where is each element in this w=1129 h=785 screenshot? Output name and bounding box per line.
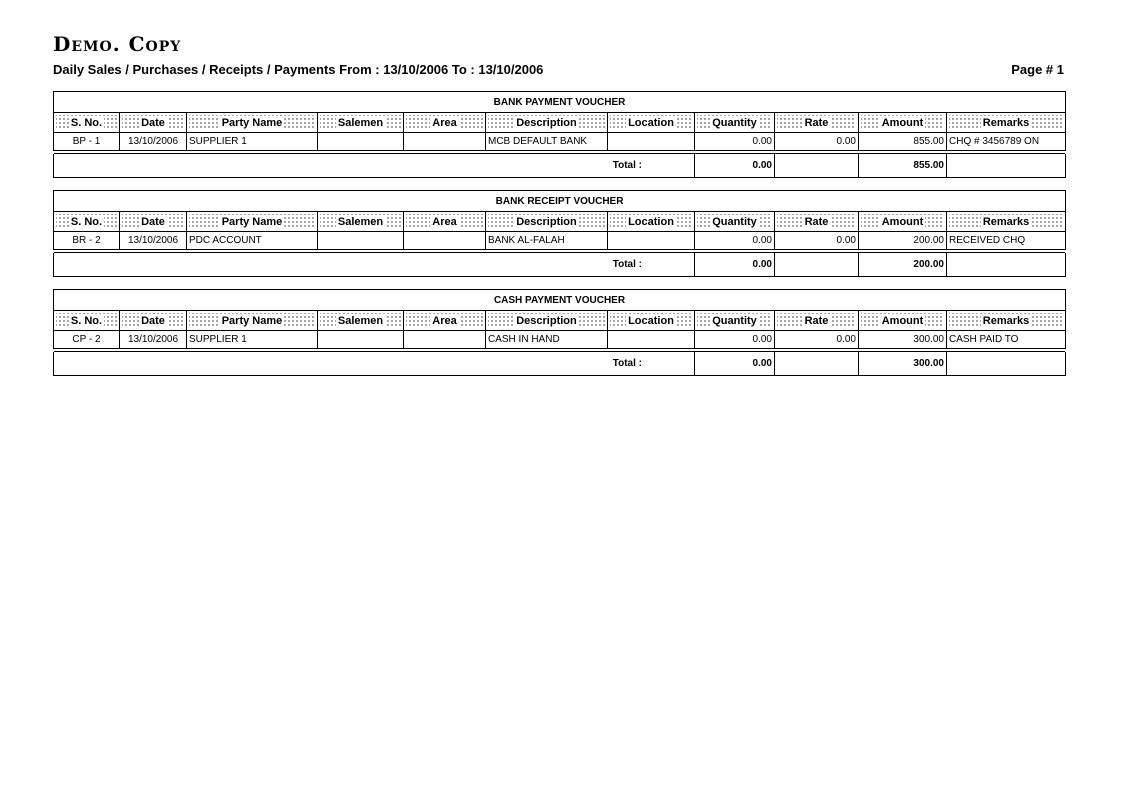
page-number: Page # 1	[1011, 62, 1064, 77]
column-header-label: Date	[141, 314, 165, 327]
column-header-label: Amount	[881, 215, 924, 228]
column-header	[120, 311, 187, 331]
col-description-cell: CASH IN HAND	[486, 331, 608, 349]
column-header-label: Amount	[881, 314, 924, 327]
total-label: Total :	[54, 253, 695, 277]
column-header	[775, 113, 859, 133]
column-header-label: Description	[516, 314, 577, 327]
column-header	[54, 212, 120, 232]
column-header	[120, 113, 187, 133]
col-rate-cell: 0.00	[775, 331, 859, 349]
column-header-label: Area	[432, 314, 457, 327]
voucher-table	[53, 289, 1066, 376]
column-header-label: Area	[432, 116, 457, 129]
col-area-cell	[404, 133, 486, 151]
col-party-name-cell: SUPPLIER 1	[187, 133, 318, 151]
column-header	[608, 113, 695, 133]
total-quantity: 0.00	[695, 154, 775, 178]
column-header-label: Location	[628, 314, 674, 327]
col-salemen-cell	[318, 232, 404, 250]
col-date-cell: 13/10/2006	[120, 133, 187, 151]
col-description-cell: MCB DEFAULT BANK	[486, 133, 608, 151]
total-label: Total :	[54, 154, 695, 178]
column-header-label: Quantity	[712, 116, 757, 129]
column-header-label: Salemen	[337, 116, 384, 129]
voucher-section	[53, 289, 1065, 376]
col-rate-cell: 0.00	[775, 133, 859, 151]
voucher-table	[53, 190, 1066, 277]
total-rate	[775, 253, 859, 277]
column-header-label: Quantity	[712, 215, 757, 228]
total-amount: 855.00	[859, 154, 947, 178]
col-location-cell	[608, 133, 695, 151]
column-header	[404, 311, 486, 331]
column-header	[486, 113, 608, 133]
col-sno-cell: BP - 1	[54, 133, 120, 151]
column-header	[54, 311, 120, 331]
total-remarks	[947, 352, 1066, 376]
voucher-title: CASH PAYMENT VOUCHER	[54, 290, 1066, 311]
voucher-section	[53, 190, 1065, 277]
column-header	[859, 311, 947, 331]
column-header	[695, 113, 775, 133]
voucher-title: BANK RECEIPT VOUCHER	[54, 191, 1066, 212]
col-sno-cell: CP - 2	[54, 331, 120, 349]
column-header	[947, 212, 1066, 232]
column-header-label: Salemen	[337, 215, 384, 228]
total-quantity: 0.00	[695, 352, 775, 376]
column-header	[404, 113, 486, 133]
total-label: Total :	[54, 352, 695, 376]
column-header-label: Location	[628, 116, 674, 129]
column-header-label: Quantity	[712, 314, 757, 327]
column-header-label: Salemen	[337, 314, 384, 327]
col-remarks-cell: RECEIVED CHQ	[947, 232, 1066, 250]
column-header-label: Description	[516, 215, 577, 228]
column-header	[695, 212, 775, 232]
column-header-label: Party Name	[221, 116, 283, 129]
column-header-label: Area	[432, 215, 457, 228]
report-title: Demo. Copy	[53, 32, 182, 56]
column-header-label: Remarks	[982, 116, 1030, 129]
col-salemen-cell	[318, 133, 404, 151]
column-header-row	[54, 212, 1066, 232]
column-header	[859, 113, 947, 133]
column-header-label: S. No.	[70, 215, 103, 228]
column-header-label: S. No.	[70, 314, 103, 327]
total-quantity: 0.00	[695, 253, 775, 277]
col-quantity-cell: 0.00	[695, 133, 775, 151]
total-amount: 300.00	[859, 352, 947, 376]
column-header-label: S. No.	[70, 116, 103, 129]
column-header	[318, 311, 404, 331]
column-header-label: Date	[141, 116, 165, 129]
total-remarks	[947, 253, 1066, 277]
col-remarks-cell: CHQ # 3456789 ON	[947, 133, 1066, 151]
col-party-name-cell: SUPPLIER 1	[187, 331, 318, 349]
col-salemen-cell	[318, 331, 404, 349]
column-header-row	[54, 113, 1066, 133]
column-header-label: Party Name	[221, 314, 283, 327]
column-header	[187, 212, 318, 232]
col-date-cell: 13/10/2006	[120, 331, 187, 349]
table-row	[54, 133, 1066, 151]
column-header-label: Date	[141, 215, 165, 228]
total-row	[54, 253, 1066, 277]
column-header-label: Rate	[804, 215, 829, 228]
col-amount-cell: 200.00	[859, 232, 947, 250]
column-header	[120, 212, 187, 232]
col-rate-cell: 0.00	[775, 232, 859, 250]
column-header	[486, 311, 608, 331]
col-party-name-cell: PDC ACCOUNT	[187, 232, 318, 250]
total-row	[54, 352, 1066, 376]
total-remarks	[947, 154, 1066, 178]
column-header-label: Rate	[804, 314, 829, 327]
voucher-table	[53, 91, 1066, 178]
col-remarks-cell: CASH PAID TO	[947, 331, 1066, 349]
column-header	[318, 113, 404, 133]
table-row	[54, 232, 1066, 250]
col-location-cell	[608, 232, 695, 250]
col-sno-cell: BR - 2	[54, 232, 120, 250]
column-header	[486, 212, 608, 232]
column-header-label: Remarks	[982, 314, 1030, 327]
total-rate	[775, 154, 859, 178]
column-header	[187, 113, 318, 133]
col-quantity-cell: 0.00	[695, 232, 775, 250]
column-header	[947, 311, 1066, 331]
total-row	[54, 154, 1066, 178]
column-header	[608, 311, 695, 331]
column-header	[775, 212, 859, 232]
voucher-section	[53, 91, 1065, 178]
column-header-label: Remarks	[982, 215, 1030, 228]
col-description-cell: BANK AL-FALAH	[486, 232, 608, 250]
table-row	[54, 331, 1066, 349]
column-header	[318, 212, 404, 232]
column-header	[859, 212, 947, 232]
column-header	[187, 311, 318, 331]
total-amount: 200.00	[859, 253, 947, 277]
voucher-title: BANK PAYMENT VOUCHER	[54, 92, 1066, 113]
col-amount-cell: 300.00	[859, 331, 947, 349]
col-date-cell: 13/10/2006	[120, 232, 187, 250]
column-header	[947, 113, 1066, 133]
column-header-row	[54, 311, 1066, 331]
col-area-cell	[404, 331, 486, 349]
col-amount-cell: 855.00	[859, 133, 947, 151]
column-header	[54, 113, 120, 133]
column-header	[775, 311, 859, 331]
report-subtitle: Daily Sales / Purchases / Receipts / Payments From : 13/10/2006 To : 13/10/2006	[53, 62, 544, 77]
column-header-label: Description	[516, 116, 577, 129]
column-header-label: Rate	[804, 116, 829, 129]
col-area-cell	[404, 232, 486, 250]
column-header	[695, 311, 775, 331]
column-header-label: Party Name	[221, 215, 283, 228]
total-rate	[775, 352, 859, 376]
column-header-label: Amount	[881, 116, 924, 129]
column-header-label: Location	[628, 215, 674, 228]
column-header	[608, 212, 695, 232]
column-header	[404, 212, 486, 232]
col-quantity-cell: 0.00	[695, 331, 775, 349]
col-location-cell	[608, 331, 695, 349]
